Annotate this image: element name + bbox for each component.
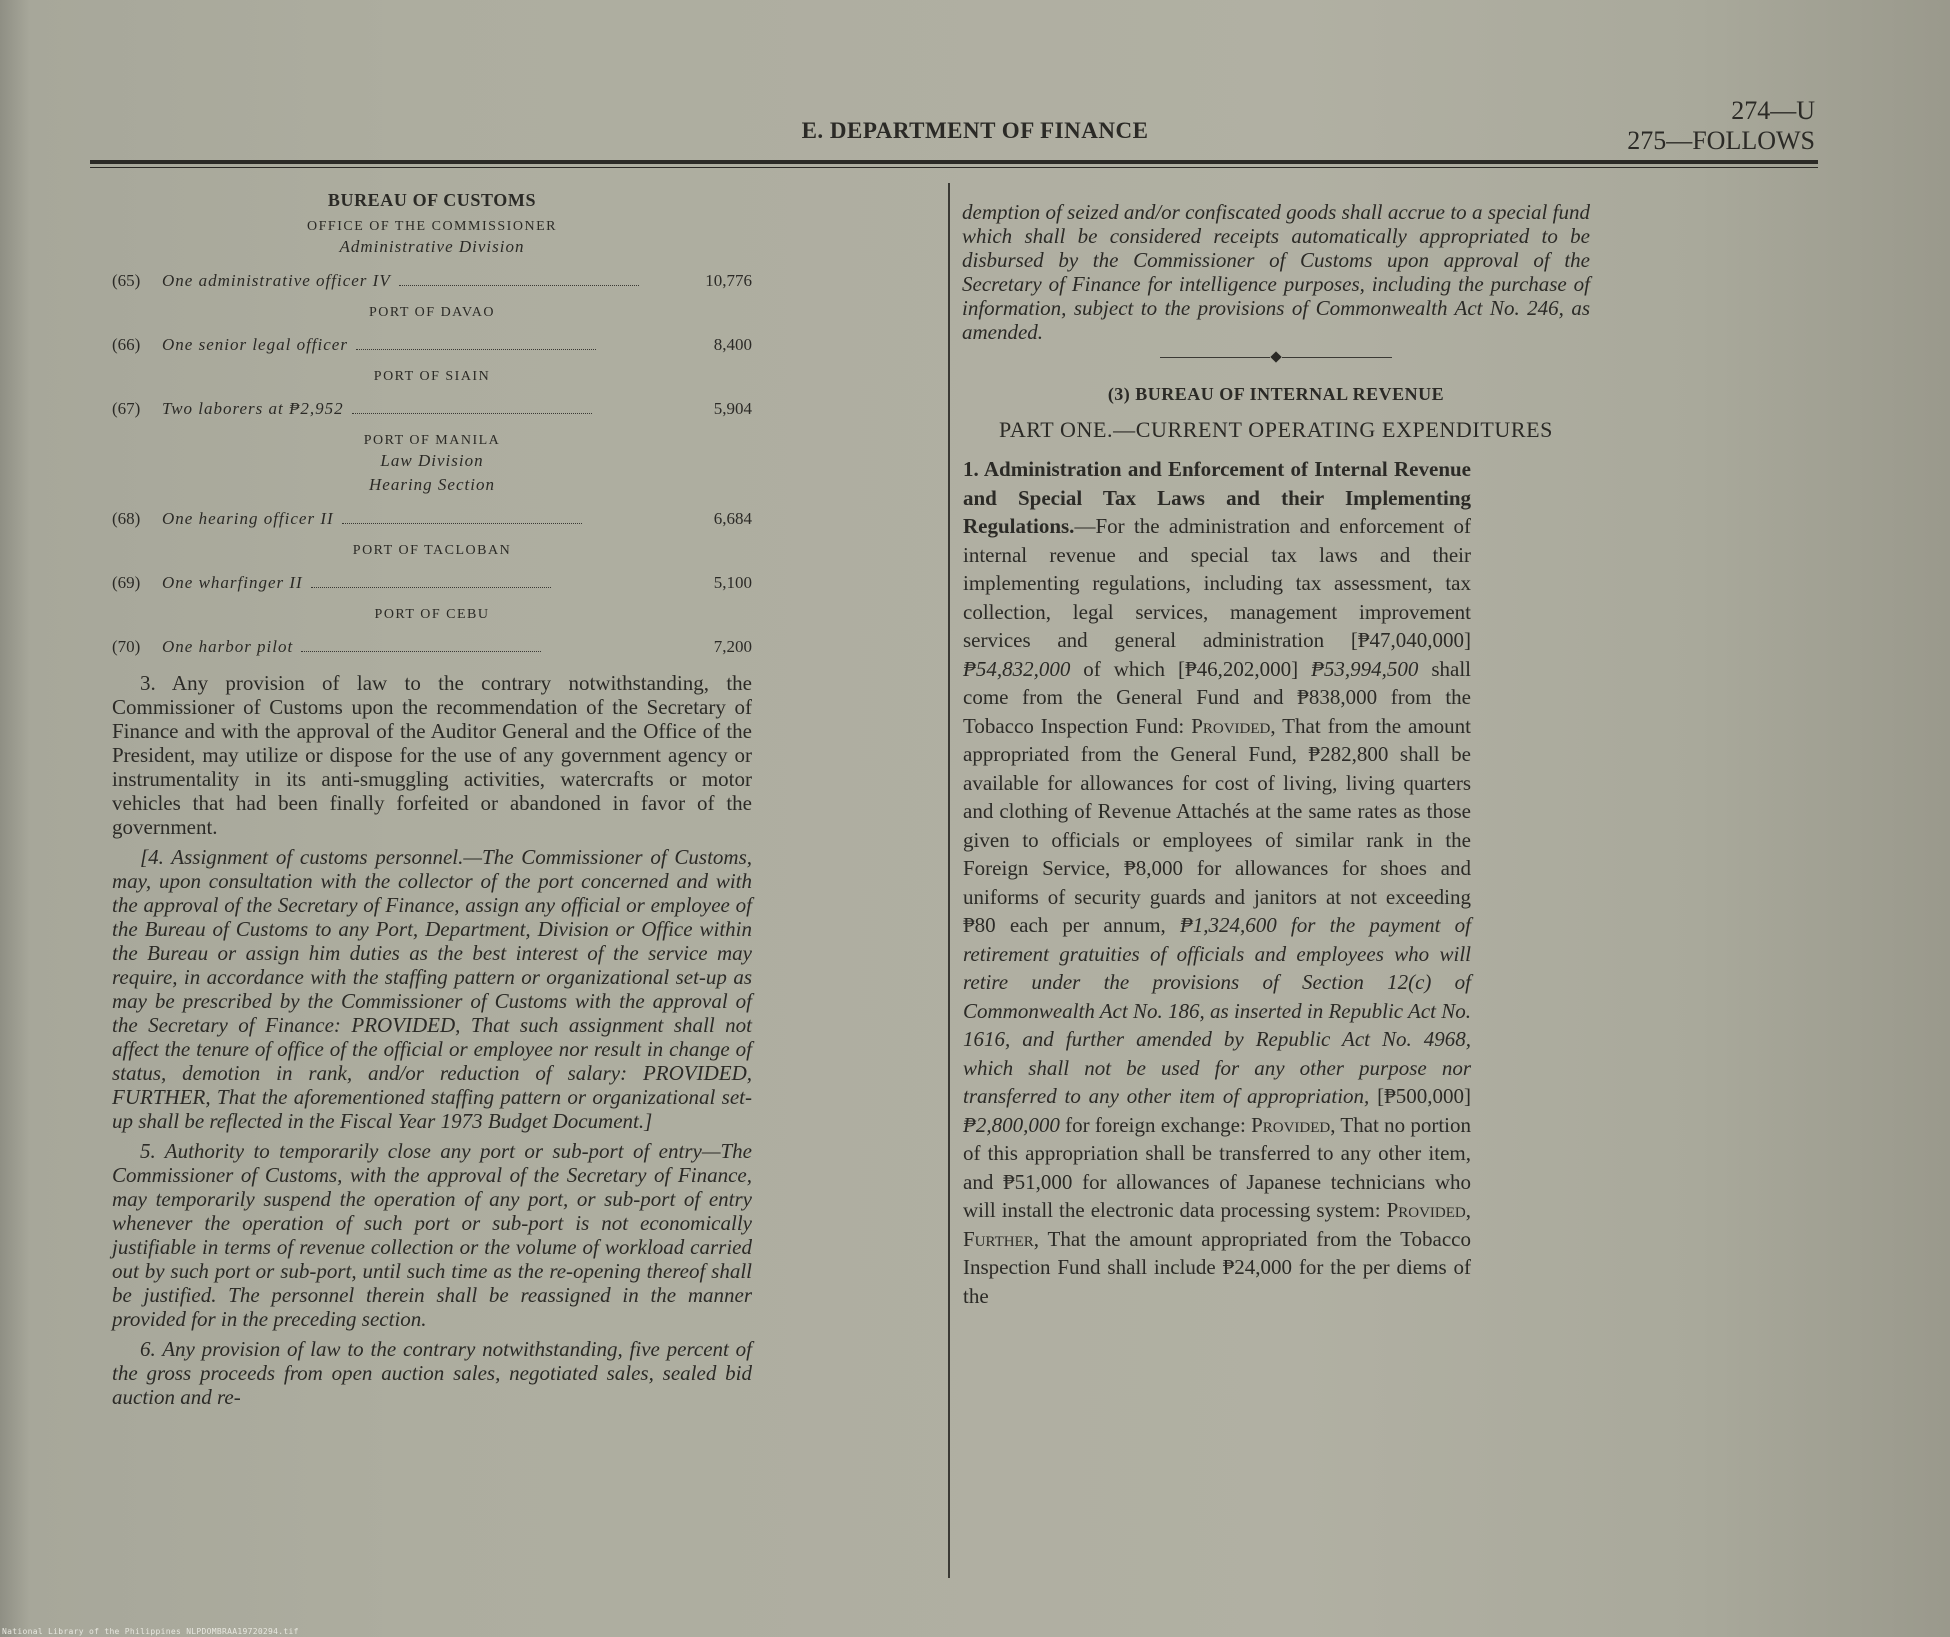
- provided-keyword: Provided: [1251, 1112, 1331, 1137]
- amount-new: ₱54,832,000: [963, 656, 1071, 681]
- paragraph-3: 3. Any provision of law to the contrary notwithstanding, the Commissioner of Customs upon the recommendation of the Secretary of Finance and with the approval of the Auditor General and the Office of the President, may utilize or dispose for the use of any government agency or instrumentality in its anti-smuggling activities, watercrafts or motor vehicles that had been finally forfeited or abandoned in favor of the government.: [112, 671, 752, 839]
- scan-footer-label: National Library of the Philippines NLPDOMBRAA19720294.tif: [2, 1627, 299, 1636]
- port-heading: PORT OF MANILA: [363, 433, 501, 448]
- item-description: One senior legal officer: [162, 335, 348, 354]
- leader-dots: [399, 285, 639, 286]
- section-ornament: [962, 348, 1590, 366]
- page-number-line-1: 274—U: [1731, 96, 1815, 125]
- header-rule-thick: [90, 160, 1818, 164]
- item-amount: 10,776: [705, 271, 752, 290]
- port-heading: PORT OF TACLOBAN: [352, 543, 512, 558]
- law-division-heading: Law Division: [380, 451, 484, 470]
- administration-paragraph: [963, 455, 1471, 1310]
- item-amount: 6,684: [713, 509, 752, 528]
- continuation-paragraph: demption of seized and/or confiscated goods shall accrue to a special fund which shall be considered receipts automatically appropriated to be disbursed by the Commissioner of Customs upon approval of the Secretary of Finance for intelligence purposes, including the purchase of information, subject to the provisions of Commonwealth Act No. 246, as amended.: [962, 200, 1590, 344]
- page-number: [1627, 96, 1815, 156]
- leader-dots: [311, 587, 551, 588]
- amount-new: ₱2,800,000: [963, 1112, 1060, 1137]
- leader-dots: [301, 651, 541, 652]
- item-number: (68): [112, 509, 141, 528]
- item-number: (69): [112, 573, 141, 592]
- paragraph-4: [4. Assignment of customs personnel.—The Commissioner of Customs, may, upon consultation with the collector of the port concerned and with the approval of the Secretary of Finance, assign any official or employee of the Bureau of Customs to any Port, Department, Division or Office within the Bureau or assign him duties as the best interest of the service may require, in accordance with the staffing pattern or organizational set-up as may be prescribed by the Commissioner of Customs with the approval of the Secretary of Finance: PROVIDED, That such assignment shall not affect the tenure of office of the official or employee nor result in change of status, demotion in rank, and/or reduction of salary: PROVIDED, FURTHER, That the aforementioned staffing pattern or organizational set-up shall be reflected in the Fiscal Year 1973 Budget Document.]: [112, 845, 752, 1133]
- office-heading: OFFICE OF THE COMMISSIONER: [307, 219, 557, 234]
- body-text: shall come from the General Fund and ₱838,000 from the Tobacco Inspection Fund:: [963, 656, 1471, 738]
- hearing-section-heading: Hearing Section: [369, 475, 495, 494]
- body-text: , That the amount appropriated from the Tobacco Inspection Fund shall include ₱24,000 for the per diems of the: [963, 1226, 1471, 1308]
- item-description: One wharfinger II: [162, 573, 303, 592]
- item-row: [112, 335, 752, 355]
- body-text: , That no portion of this appropriation shall be transferred to any other item, and ₱51,000 for allowances of Japanese technicians who will install the electronic data processing system:: [963, 1112, 1472, 1222]
- port-heading: PORT OF CEBU: [374, 607, 490, 622]
- division-heading: Administrative Division: [339, 237, 525, 256]
- port-heading: PORT OF SIAIN: [373, 369, 491, 384]
- item-amount: 5,904: [713, 399, 752, 418]
- paragraph-6: 6. Any provision of law to the contrary notwithstanding, five percent of the gross proceeds from open auction sales, negotiated sales, sealed bid auction and re-: [112, 1337, 752, 1409]
- italic-insertion: ₱1,324,600 for the payment of retirement gratuities of officials and employees who will retire under the provisions of Section 12(c) of Commonwealth Act No. 186, as inserted in Republic Act No. 1616, and further amended by Republic Act No. 4968, which shall not be used for any other purpose nor transferred to any other item of appropriation,: [963, 913, 1471, 1108]
- page-header-title: E. DEPARTMENT OF FINANCE: [801, 118, 1149, 143]
- leader-dots: [352, 413, 592, 414]
- leader-dots: [342, 523, 582, 524]
- page-number-line-2: 275—FOLLOWS: [1627, 126, 1815, 155]
- leader-dots: [356, 349, 596, 350]
- provided-further-keyword: Provided, Further: [963, 1198, 1471, 1251]
- item-row: [112, 509, 752, 529]
- item-description: One harbor pilot: [162, 637, 294, 656]
- item-row: [112, 637, 752, 657]
- header-rule-thin: [90, 167, 1818, 168]
- column-divider: [948, 183, 950, 1578]
- paragraph-lead: 1. Administration and Enforcement of Internal Revenue and Special Tax Laws and their Implementing Regulations.: [963, 457, 1471, 538]
- item-number: (70): [112, 637, 141, 656]
- item-amount: 5,100: [713, 573, 752, 592]
- bureau-of-customs-heading: BUREAU OF CUSTOMS: [327, 190, 537, 210]
- body-text: —For the administration and enforcement of internal revenue and special tax laws and their implementing regulations, including tax assessment, tax collection, legal services, management improvement services and general administration: [963, 514, 1471, 652]
- body-text: , That from the amount appropriated from the General Fund, ₱282,800 shall be available for allowances for cost of living, living quarters and clothing of Revenue Attachés at the same rates as those given to officials or employees of similar rank in the Foreign Service, ₱8,000 for allowances for shoes and uniforms of security guards and janitors at not exceeding ₱80 each per annum,: [963, 713, 1471, 937]
- item-description: Two laborers at ₱2,952: [162, 399, 344, 418]
- left-column: [112, 186, 752, 1415]
- item-number: (67): [112, 399, 141, 418]
- part-one-heading: PART ONE.—CURRENT OPERATING EXPENDITURES: [999, 417, 1553, 442]
- amount-deleted: [₱46,202,000]: [1177, 656, 1299, 681]
- amount-deleted: [₱500,000]: [1377, 1084, 1471, 1108]
- paragraph-5: 5. Authority to temporarily close any port or sub-port of entry—The Commissioner of Customs, with the approval of the Secretary of Finance, may temporarily suspend the operation of any port, or sub-port of entry whenever the operation of such port or sub-port is not economically justifiable in terms of revenue collection or the volume of workload carried out by such port or sub-port, until such time as the re-opening thereof shall be justified. The personnel therein shall be reassigned in the manner provided for in the preceding section.: [112, 1139, 752, 1331]
- body-text: of which: [1070, 656, 1178, 681]
- item-description: One administrative officer IV: [162, 271, 391, 290]
- item-amount: 8,400: [713, 335, 752, 354]
- item-description: One hearing officer II: [162, 509, 334, 528]
- internal-revenue-heading: (3) BUREAU OF INTERNAL REVENUE: [1107, 384, 1445, 404]
- amount-new: ₱53,994,500: [1311, 656, 1419, 681]
- item-row: [112, 573, 752, 593]
- item-row: [112, 399, 752, 419]
- item-number: (65): [112, 271, 141, 290]
- item-amount: 7,200: [713, 637, 752, 656]
- body-text: for foreign exchange:: [1059, 1112, 1252, 1137]
- item-row: [112, 271, 752, 291]
- provided-keyword: Provided: [1191, 713, 1271, 738]
- item-number: (66): [112, 335, 141, 354]
- amount-deleted: [₱47,040,000]: [1350, 628, 1471, 652]
- right-column: [962, 200, 1590, 1310]
- port-heading: PORT OF DAVAO: [368, 305, 496, 320]
